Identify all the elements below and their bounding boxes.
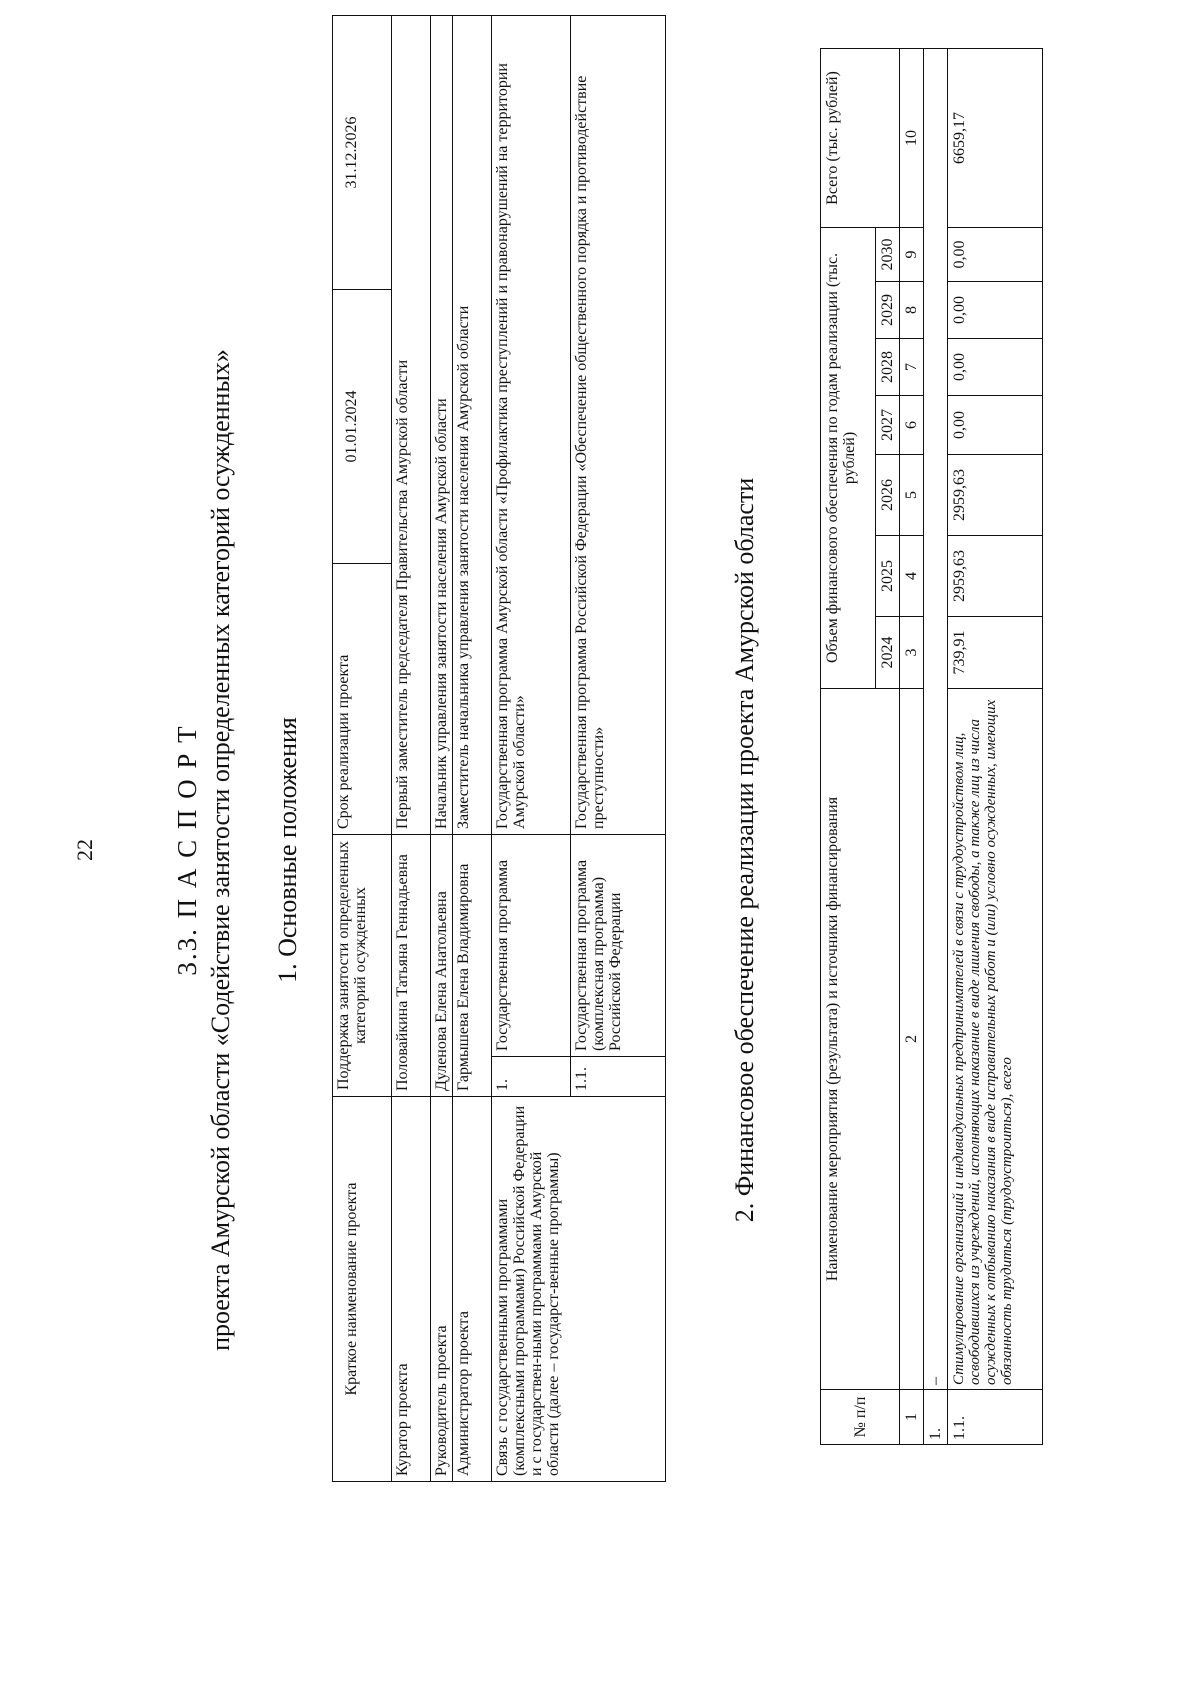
col-index: 1 — [900, 1390, 924, 1445]
row-num: 1.1. — [948, 1390, 1043, 1445]
row-value: 739,91 — [948, 617, 1043, 689]
financing-table — [820, 48, 1043, 1445]
table-row — [453, 15, 492, 1481]
passport-subtitle: проекта Амурской области «Содействие занятости определенных категорий осужденных» — [206, 349, 235, 1351]
term-end: 31.12.2026 — [333, 15, 392, 289]
admin-label: Администратор проекта — [453, 1097, 492, 1482]
col-index: 3 — [900, 617, 924, 689]
table-row — [492, 15, 571, 1481]
row-text: Стимулирование организаций и индивидуальных предпринимателей в связи с трудоустройством лиц, освободившихся из учреждений, исполняющих наказание в виде лишения свободы, а также лиц из числа осужденных к отбыванию наказания в виде исправительных работ и (или) условно осужденных, имеющих обязанность трудиться (трудоустроиться), всего — [948, 689, 1043, 1390]
table-row — [948, 48, 1043, 1444]
leader-label: Руководитель проекта — [431, 1097, 453, 1482]
passport-title: 3.3. П А С П О Р Т — [172, 724, 202, 976]
short-name-value: Поддержка занятости определенных категорий осужденных — [333, 834, 392, 1096]
table-row — [821, 48, 876, 1444]
program-link-type: Государственная программа (комплексная программа) Российской Федерации — [571, 834, 666, 1056]
table-row — [392, 15, 431, 1481]
col-index: 4 — [900, 536, 924, 617]
year-header: 2027 — [876, 396, 900, 455]
row-value: 0,00 — [948, 396, 1043, 455]
row-value: 2959,63 — [948, 455, 1043, 536]
table-row — [431, 15, 453, 1481]
section-2-heading: 2. Финансовое обеспечение реализации проекта Амурской области — [730, 477, 759, 1223]
year-header: 2026 — [876, 455, 900, 536]
row-group-num: 1. — [924, 1390, 948, 1445]
year-header: 2025 — [876, 536, 900, 617]
col-index: 6 — [900, 396, 924, 455]
col-name-header: Наименование мероприятия (результата) и источники финансирования — [821, 689, 900, 1390]
row-value: 0,00 — [948, 282, 1043, 339]
col-index: 7 — [900, 339, 924, 396]
admin-name: Гармышева Елена Владимировна — [453, 834, 492, 1096]
year-header: 2029 — [876, 282, 900, 339]
table-row — [924, 48, 948, 1444]
program-link-type: Государственная программа — [492, 834, 571, 1056]
page-number: 22 — [72, 839, 97, 861]
main-provisions-table — [332, 15, 666, 1482]
col-index: 9 — [900, 227, 924, 281]
section-1-heading: 1. Основные положения — [273, 717, 302, 983]
row-value: 0,00 — [948, 227, 1043, 281]
short-name-label: Краткое наименование проекта — [333, 1097, 392, 1482]
curator-position: Первый заместитель председателя Правительства Амурской области — [392, 15, 431, 834]
row-total: 6659,17 — [948, 48, 1043, 227]
year-header: 2030 — [876, 227, 900, 281]
leader-position: Начальник управления занятости населения Амурской области — [431, 15, 453, 834]
col-index: 2 — [900, 689, 924, 1390]
table-row — [333, 15, 392, 1481]
row-group-text: – — [924, 48, 948, 1389]
year-header: 2028 — [876, 339, 900, 396]
term-label: Срок реализации проекта — [333, 563, 392, 834]
col-num-header: № п/п — [821, 1390, 900, 1445]
leader-name: Дуленова Елена Анатольевна — [431, 834, 453, 1096]
col-index: 5 — [900, 455, 924, 536]
program-link-num: 1. — [492, 1057, 571, 1097]
col-total-header: Всего (тыс. рублей) — [821, 48, 900, 227]
admin-position: Заместитель начальника управления занятости населения Амурской области — [453, 15, 492, 834]
program-link-value: Государственная программа Амурской области «Профилактика преступлений и правонарушений на территории Амурской области» — [492, 15, 571, 834]
term-start: 01.01.2024 — [333, 289, 392, 563]
col-volume-header: Объем финансового обеспечения по годам реализации (тыс. рублей) — [821, 227, 876, 688]
program-link-label: Связь с государственными программами (комплексными программами) Российской Федерации и с государствен-ными программами Амурской области (далее – государст-венные программы) — [492, 1097, 666, 1482]
program-link-value: Государственная программа Российской Федерации «Обеспечение общественного порядка и противодействие преступности» — [571, 15, 666, 834]
curator-name: Половайкина Татьяна Геннадьевна — [392, 834, 431, 1096]
col-index: 10 — [900, 48, 924, 227]
row-value: 2959,63 — [948, 536, 1043, 617]
curator-label: Куратор проекта — [392, 1097, 431, 1482]
table-row — [900, 48, 924, 1444]
col-index: 8 — [900, 282, 924, 339]
row-value: 0,00 — [948, 339, 1043, 396]
year-header: 2024 — [876, 617, 900, 689]
program-link-num: 1.1. — [571, 1057, 666, 1097]
